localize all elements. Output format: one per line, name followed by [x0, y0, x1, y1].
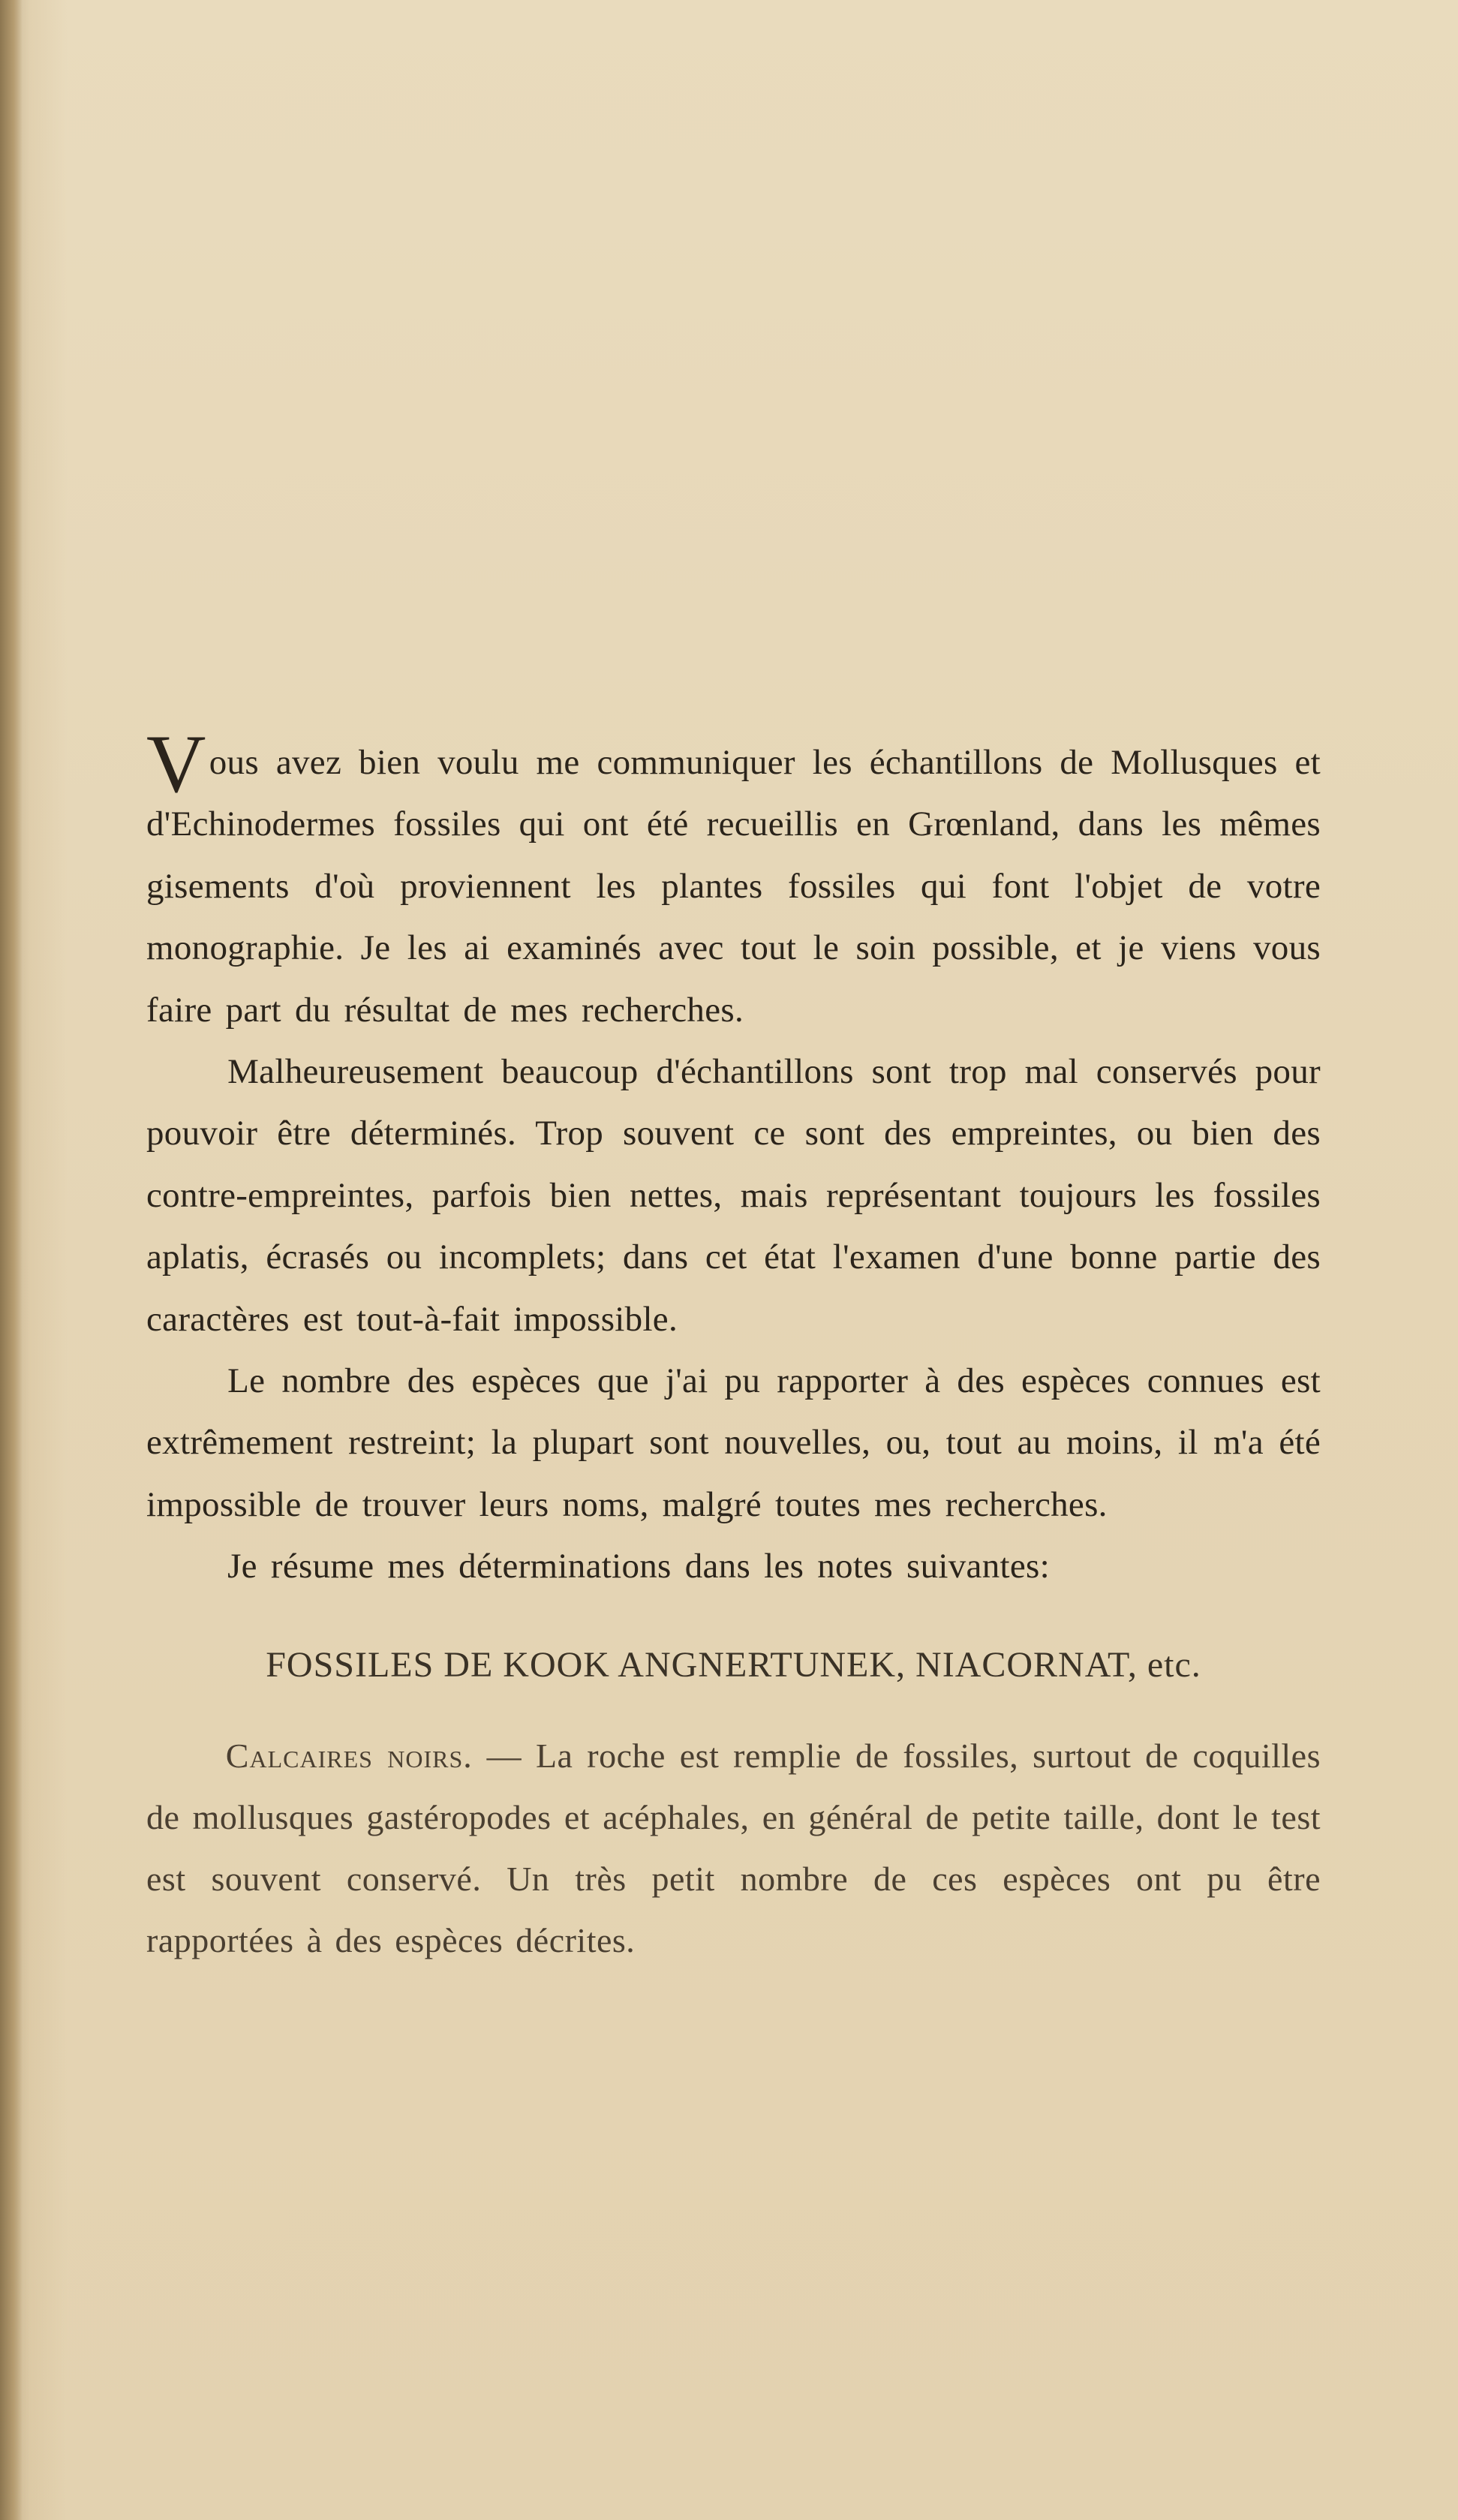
book-spine-shadow — [0, 0, 23, 2520]
section-paragraph — [146, 1725, 1321, 1971]
paragraph-4: Je résume mes déterminations dans les notes suivantes: — [227, 1547, 1050, 1586]
section-label: Calcaires noirs. — [225, 1736, 473, 1775]
section-heading: FOSSILES DE KOOK ANGNERTUNEK, NIACORNAT, etc. — [266, 1644, 1201, 1685]
paragraph-1: Vous avez bien voulu me communiquer les échantillons de Mollusques et d'Echinodermes fossiles qui ont été recueillis en Grœnland, dans les mêmes gisements d'où proviennent les plantes fossiles qui font l'objet de votre monographie. Je les ai examinés avec tout le soin possible, et je viens vous faire part du résultat de mes recherches. — [146, 718, 1321, 1030]
section-separator: — — [472, 1736, 536, 1775]
paragraph-2: Malheureusement beaucoup d'échantillons sont trop mal conservés pour pouvoir être déterminés. Trop souvent ce sont des empreintes, ou bien des contre-empreintes, parfois bien nettes, mais représentant toujours les fossiles aplatis, écrasés ou incomplets; dans cet état l'examen d'une bonne partie des caractères est tout-à-fait impossible. — [146, 1052, 1321, 1339]
section-text: La roche est remplie de fossiles, surtout de coquilles de mollusques gastéropodes et acéphales, en général de petite taille, dont le test est souvent conservé. Un très petit nombre de ces espèces ont pu être rapportées à des espèces décrites. — [146, 1736, 1321, 1959]
paragraph-3: Le nombre des espèces que j'ai pu rapporter à des espèces connues est extrêmement restreint; la plupart sont nouvelles, ou, tout au moins, il m'a été impossible de trouver leurs noms, malgré toutes mes recherches. — [146, 1361, 1321, 1524]
text-block — [146, 718, 1321, 1971]
